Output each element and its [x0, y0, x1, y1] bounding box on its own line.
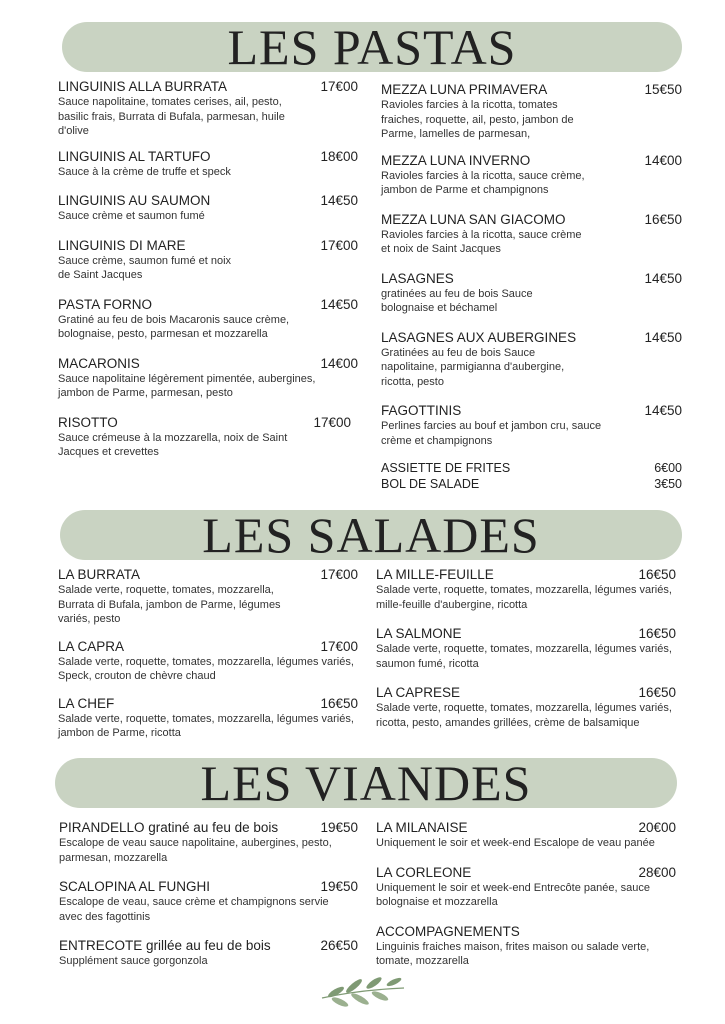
menu-item [381, 271, 682, 316]
item-price: 3€50 [654, 477, 682, 491]
salades-left-column [58, 567, 358, 741]
viandes-title: LES VIANDES [200, 755, 532, 811]
item-name: ACCOMPAGNEMENTS [376, 923, 520, 939]
item-desc: Salade verte, roquette, tomates, mozzarella, Burrata di Bufala, jambon de Parme, légumes variés, pesto [58, 584, 281, 625]
item-desc: Ravioles farcies à la ricotta, sauce crème, jambon de Parme et champignons [381, 169, 585, 196]
item-desc: Sauce napolitaine, tomates cerises, ail, pesto, basilic frais, Burrata di Bufala, parmesan, huile d'olive [58, 96, 285, 137]
menu-item [58, 193, 358, 224]
salades-title: LES SALADES [202, 507, 540, 563]
item-desc: Linguinis fraiches maison, frites maison ou salade verte, tomate, mozzarella [376, 940, 650, 967]
menu-item [376, 685, 676, 730]
item-desc: Sauce crème, saumon fumé et noix de Saint Jacques [58, 254, 232, 281]
item-desc: Salade verte, roquette, tomates, mozzarella, légumes variés, Speck, crouton de chèvre chaud [58, 655, 354, 682]
salades-right-column [376, 567, 676, 730]
item-price: 17€00 [320, 79, 358, 94]
pastas-banner [62, 19, 682, 75]
item-price: 14€00 [320, 355, 358, 371]
item-price: 17€00 [313, 414, 351, 430]
item-name: LA CAPRA [58, 638, 125, 654]
item-desc: Salade verte, roquette, tomates, mozzarella, légumes variés, saumon fumé, ricotta [376, 643, 672, 670]
menu-item [58, 149, 358, 180]
menu-item [59, 938, 358, 969]
salades-banner [60, 507, 682, 563]
item-name: PIRANDELLO gratiné au feu de bois [59, 820, 279, 835]
item-name: LINGUINIS DI MARE [58, 237, 186, 253]
pastas-left-column [58, 79, 358, 460]
item-price: 14€50 [644, 270, 682, 286]
olive-branch-icon [318, 968, 408, 1016]
menu-item [58, 696, 358, 741]
item-desc: gratinées au feu de bois Sauce bolognaise et béchamel [381, 287, 533, 314]
item-desc: Uniquement le soir et week-end Escalope de veau panée [376, 837, 655, 849]
item-desc: Sauce napolitaine légèrement pimentée, aubergines, jambon de Parme, parmesan, pesto [58, 372, 316, 399]
item-name: LASAGNES [381, 270, 454, 286]
item-desc: Salade verte, roquette, tomates, mozzarella, légumes variés, ricotta, pesto, amandes grillées, crème de balsamique [376, 702, 672, 729]
menu-item [58, 567, 358, 627]
menu-item [376, 865, 676, 910]
menu-item [58, 79, 358, 139]
item-name: LA BURRATA [58, 567, 141, 582]
menu-item [59, 879, 358, 924]
item-price: 16€50 [644, 211, 682, 227]
item-name: LA CAPRESE [376, 685, 461, 700]
extra-item [381, 460, 682, 476]
pastas-title: LES PASTAS [227, 19, 517, 75]
item-price: 19€50 [320, 820, 358, 835]
item-price: 18€00 [320, 148, 358, 164]
item-name: LA CORLEONE [376, 864, 472, 880]
item-price: 14€50 [320, 296, 358, 312]
item-desc: Sauce crémeuse à la mozzarella, noix de Saint Jacques et crevettes [58, 431, 288, 458]
item-price: 17€00 [320, 638, 358, 654]
item-price: 20€00 [638, 820, 676, 835]
item-name: MEZZA LUNA INVERNO [381, 152, 531, 168]
item-name: LINGUINIS AU SAUMON [58, 193, 211, 208]
menu-item [381, 212, 682, 257]
item-price: 16€50 [638, 685, 676, 700]
menu-item [58, 639, 358, 684]
item-name: PASTA FORNO [58, 296, 153, 312]
item-price: 28€00 [638, 864, 676, 880]
item-price: 26€50 [320, 938, 358, 953]
item-name: ENTRECOTE grillée au feu de bois [59, 938, 271, 953]
menu-item [376, 567, 676, 612]
item-name: MACARONIS [58, 355, 140, 371]
item-name: SCALOPINA AL FUNGHI [59, 879, 211, 894]
menu-item [58, 356, 358, 401]
menu-item [376, 820, 676, 851]
item-price: 16€50 [638, 567, 676, 582]
item-price: 14€50 [644, 403, 682, 418]
item-desc: Sauce crème et saumon fumé [58, 210, 205, 222]
menu-item [58, 297, 358, 342]
menu-item [58, 415, 351, 460]
menu-item [381, 82, 682, 142]
item-desc: Salade verte, roquette, tomates, mozzarella, légumes variés, mille-feuille d'aubergine, ricotta [376, 584, 672, 611]
item-name: BOL DE SALADE [381, 477, 480, 491]
item-name: LA CHEF [58, 695, 115, 711]
item-name: MEZZA LUNA SAN GIACOMO [381, 211, 566, 227]
item-price: 15€50 [644, 82, 682, 97]
item-price: 16€50 [638, 626, 676, 641]
item-name: RISOTTO [58, 414, 118, 430]
item-price: 14€50 [320, 193, 358, 208]
item-desc: Gratinées au feu de bois Sauce napolitaine, parmigianna d'aubergine, ricotta, pesto [381, 346, 565, 388]
menu-item [58, 238, 358, 283]
item-desc: Ravioles farcies à la ricotta, tomates fraiches, roquette, ail, pesto, jambon de Parme, lamelles de parmesan, [381, 99, 574, 140]
item-name: FAGOTTINIS [381, 403, 462, 418]
item-price: 17€00 [320, 237, 358, 253]
item-name: LINGUINIS ALLA BURRATA [58, 79, 228, 94]
item-desc: Perlines farcies au bouf et jambon cru, sauce crème et champignons [381, 420, 602, 447]
menu-item [381, 330, 682, 390]
menu-item [381, 153, 682, 198]
pastas-right-column [381, 82, 682, 492]
item-desc: Supplément sauce gorgonzola [59, 955, 208, 967]
extra-item [381, 476, 682, 492]
viandes-left-column [59, 820, 358, 969]
viandes-right-column [376, 820, 676, 969]
item-desc: Salade verte, roquette, tomates, mozzarella, légumes variés, jambon de Parme, ricotta [58, 712, 354, 739]
item-name: LA SALMONE [376, 626, 462, 641]
item-price: 17€00 [320, 567, 358, 582]
item-name: ASSIETTE DE FRITES [381, 461, 511, 475]
item-name: LASAGNES AUX AUBERGINES [381, 329, 577, 345]
item-price: 19€50 [320, 879, 358, 894]
item-desc: Sauce à la crème de truffe et speck [58, 165, 231, 178]
item-desc: Escalope de veau, sauce crème et champignons servie avec des fagottinis [59, 896, 329, 923]
item-name: LA MILLE-FEUILLE [376, 567, 494, 582]
item-name: LINGUINIS AL TARTUFO [58, 148, 211, 164]
item-name: MEZZA LUNA PRIMAVERA [381, 82, 548, 97]
menu-item [376, 924, 676, 969]
item-price: 16€50 [320, 695, 358, 711]
item-desc: Ravioles farcies à la ricotta, sauce crème et noix de Saint Jacques [381, 228, 582, 255]
item-desc: Escalope de veau sauce napolitaine, aubergines, pesto, parmesan, mozzarella [59, 837, 332, 864]
item-desc: Gratiné au feu de bois Macaronis sauce crème, bolognaise, pesto, parmesan et mozzarella [58, 313, 290, 340]
menu-item [59, 820, 358, 865]
item-name: LA MILANAISE [376, 820, 468, 835]
item-price: 6€00 [654, 461, 682, 475]
item-price: 14€50 [644, 329, 682, 345]
menu-item [376, 626, 676, 671]
menu-item [381, 403, 682, 448]
item-price: 14€00 [644, 152, 682, 168]
item-desc: Uniquement le soir et week-end Entrecôte panée, sauce bolognaise et mozzarella [376, 881, 650, 908]
viandes-banner [55, 755, 677, 811]
item-price [670, 924, 676, 940]
